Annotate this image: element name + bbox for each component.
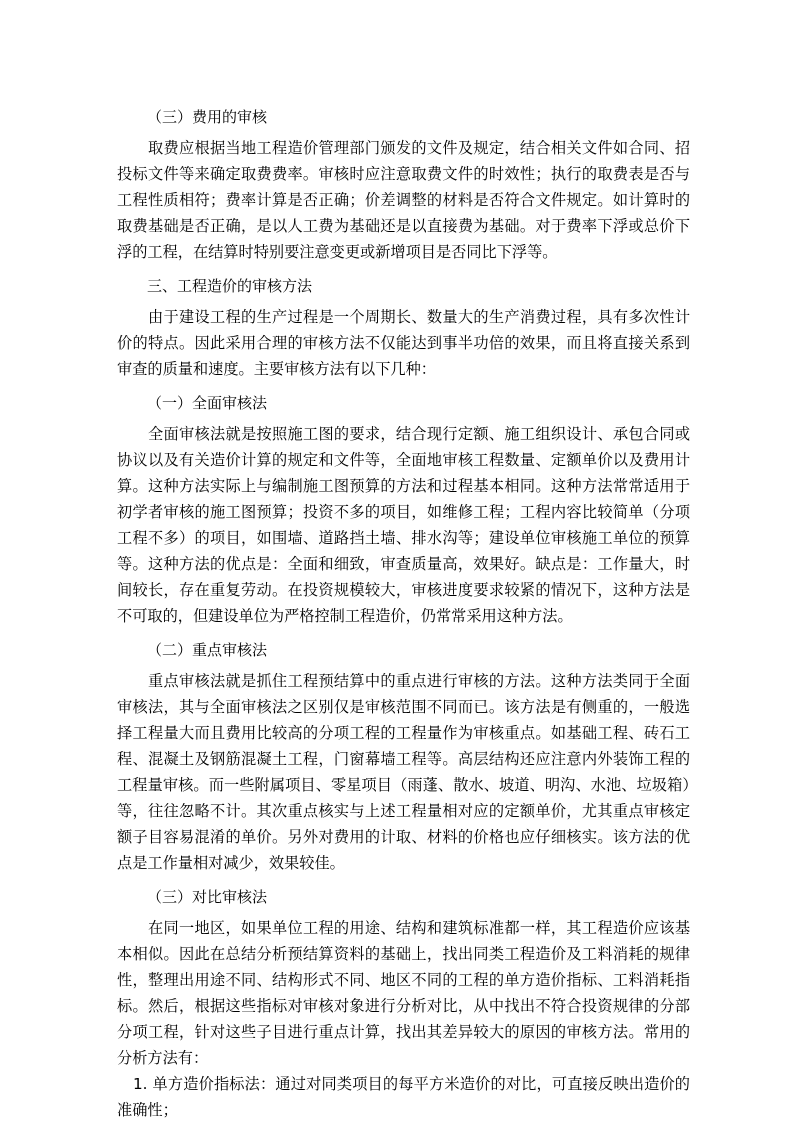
section-heading-fee-review: （三）费用的审核	[147, 108, 268, 126]
document-body	[117, 104, 690, 1123]
section-heading-comparison-review: （三）对比审核法	[147, 888, 268, 906]
section-heading-key-review: （二）重点审核法	[147, 641, 268, 659]
paragraph-full-review: 全面审核法就是按照施工图的要求，结合现行定额、施工组织设计、承包合同或协议以及有关造价计算的规定和文件等，全面地审核工程数量、定额单价以及费用计算。这种方法实际上与编制施工图预算的方法和过程基本相同。这种方法常常适用于初学者审核的施工图预算；投资不多的项目，如维修工程；工程内容比较简单（分项工程不多）的项目，如围墙、道路挡土墙、排水沟等；建设单位审核施工单位的预算等。这种方法的优点是：全面和细致，审查质量高，效果好。缺点是：工作量大，时间较长，存在重复劳动。在投资规模较大，审核进度要求较紧的情况下，这种方法是不可取的，但建设单位为严格控制工程造价，仍常常采用这种方法。	[117, 425, 690, 625]
paragraph-comparison-review: 在同一地区，如果单位工程的用途、结构和建筑标准都一样，其工程造价应该基本相似。因此在总结分析预结算资料的基础上，找出同类工程造价及工料消耗的规律性，整理出用途不同、结构形式不同、地区不同的工程的单方造价指标、工料消耗指标。然后，根据这些指标对审核对象进行分析对比，从中找出不符合投资规律的分部分项工程，针对这些子目进行重点计算，找出其差异较大的原因的审核方法。常用的分析方法有：	[117, 919, 690, 1067]
paragraph-review-methods-intro: 由于建设工程的生产过程是一个周期长、数量大的生产消费过程，具有多次性计价的特点。因此采用合理的审核方法不仅能达到事半功倍的效果，而且将直接关系到审查的质量和速度。主要审核方法有以下几种：	[117, 308, 690, 378]
paragraph-fee-review: 取费应根据当地工程造价管理部门颁发的文件及规定，结合相关文件如合同、招投标文件等来确定取费费率。审核时应注意取费文件的时效性；执行的取费表是否与工程性质相符；费率计算是否正确；价差调整的材料是否符合文件规定。如计算时的取费基础是否正确，是以人工费为基础还是以直接费为基础。对于费率下浮或总价下浮的工程，在结算时特别要注意变更或新增项目是否同比下浮等。	[117, 139, 690, 261]
paragraph-key-review: 重点审核法就是抓住工程预结算中的重点进行审核的方法。这种方法类同于全面审核法，其与全面审核法之区别仅是审核范围不同而已。该方法是有侧重的，一般选择工程量大而且费用比较高的分项工程的工程量作为审核重点。如基础工程、砖石工程、混凝土及钢筋混凝土工程，门窗幕墙工程等。高层结构还应注意内外装饰工程的工程量审核。而一些附属项目、零星项目（雨蓬、散水、坡道、明沟、水池、垃圾箱）等，往往忽略不计。其次重点核实与上述工程量相对应的定额单价，尤其重点审核定额子目容易混淆的单价。另外对费用的计取、材料的价格也应仔细核实。该方法的优点是工作量相对减少，效果较佳。	[117, 672, 690, 872]
section-heading-review-methods: 三、工程造价的审核方法	[147, 277, 313, 295]
list-item-unit-cost-index: 1. 单方造价指标法：通过对同类项目的每平方米造价的对比，可直接反映出造价的准确性；	[117, 1075, 690, 1119]
section-heading-full-review: （一）全面审核法	[147, 394, 268, 412]
